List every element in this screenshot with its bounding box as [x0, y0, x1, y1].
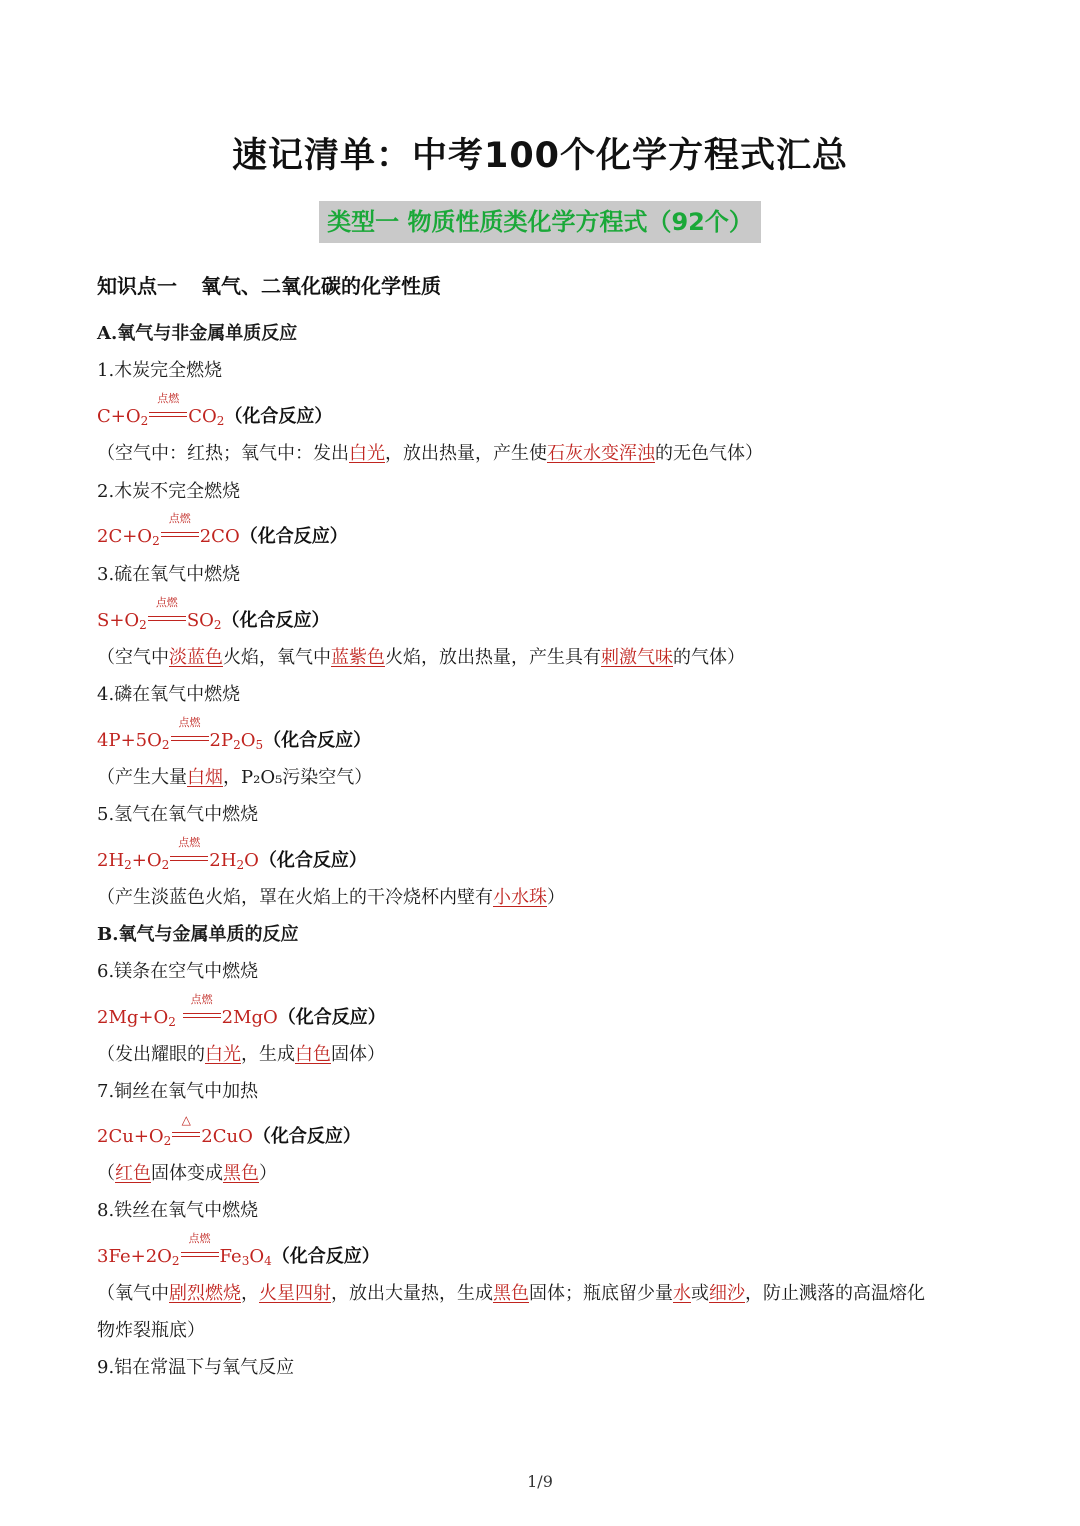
subhead-a: A.氧气与非金属单质反应 [97, 323, 298, 344]
item-8-heading: 8.铁丝在氧气中燃烧 [97, 1200, 259, 1221]
equation-8: $3Fe+2O_2$ 点燃 $Fe_3O_4$（化合反应） [97, 1232, 380, 1268]
section-title [97, 270, 441, 299]
equation-5: $2H_2+O_2$ 点燃 $2H_2O$（化合反应） [97, 836, 367, 872]
reaction-arrow: 点燃 [148, 614, 186, 626]
equation-4: $4P+5O_2$ 点燃 $2P_2O_5$（化合反应） [97, 716, 372, 752]
item-3-heading: 3.硫在氧气中燃烧 [97, 564, 241, 585]
item-7-heading: 7.铜丝在氧气中加热 [97, 1081, 259, 1102]
item-5-heading: 5.氢气在氧气中燃烧 [97, 804, 259, 825]
equation-6: $2Mg+O_2$ 点燃 2MgO（化合反应） [97, 993, 386, 1029]
reaction-arrow: 点燃 [161, 530, 199, 542]
type-banner-wrap [0, 201, 1080, 243]
item-6-heading: 6.镁条在空气中燃烧 [97, 961, 259, 982]
item-3-note: （空气中淡蓝色火焰，氧气中蓝紫色火焰，放出热量，产生具有刺激气味的气体） [97, 647, 745, 668]
item-6-note: （发出耀眼的白光，生成白色固体） [97, 1044, 385, 1065]
reaction-arrow: 点燃 [183, 1011, 221, 1023]
equation-7: $2Cu+O_2$ △ 2CuO（化合反应） [97, 1113, 361, 1148]
item-7-note: （红色固体变成黑色） [97, 1163, 277, 1184]
item-4-heading: 4.磷在氧气中燃烧 [97, 684, 241, 705]
reaction-arrow: 点燃 [149, 410, 187, 422]
item-8-note-cont: 物炸裂瓶底） [97, 1320, 205, 1341]
reaction-arrow: 点燃 [170, 854, 208, 866]
equation-1: $C+O_2$ 点燃 $CO_2$（化合反应） [97, 392, 333, 428]
section-name: 氧气、二氧化碳的化学性质 [201, 274, 441, 298]
item-8-note: （氧气中剧烈燃烧，火星四射，放出大量热，生成黑色固体；瓶底留少量水或细沙，防止溅落的高温熔化 [97, 1283, 925, 1304]
subhead-b: B.氧气与金属单质的反应 [97, 924, 299, 945]
section-label: 知识点一 [97, 274, 177, 298]
item-4-note: （产生大量白烟，P₂O₅污染空气） [97, 767, 373, 788]
item-5-note: （产生淡蓝色火焰，罩在火焰上的干冷烧杯内壁有小水珠） [97, 887, 565, 908]
type-banner: 类型一 物质性质类化学方程式（92个） [319, 201, 761, 243]
item-1-heading: 1.木炭完全燃烧 [97, 360, 223, 381]
reaction-arrow: △ [172, 1130, 200, 1142]
page-title: 速记清单：中考100个化学方程式汇总 [231, 136, 849, 176]
reaction-arrow: 点燃 [171, 734, 209, 746]
page-number: 1/9 [527, 1472, 553, 1491]
reaction-arrow: 点燃 [181, 1250, 219, 1262]
item-2-heading: 2.木炭不完全燃烧 [97, 481, 241, 502]
item-9-heading: 9.铝在常温下与氧气反应 [97, 1357, 295, 1378]
item-1-note: （空气中：红热；氧气中：发出白光，放出热量，产生使石灰水变浑浊的无色气体） [97, 443, 763, 464]
equation-3: $S+O_2$ 点燃 $SO_2$（化合反应） [97, 596, 330, 632]
equation-2: $2C+O_2$ 点燃 2CO（化合反应） [97, 512, 348, 548]
